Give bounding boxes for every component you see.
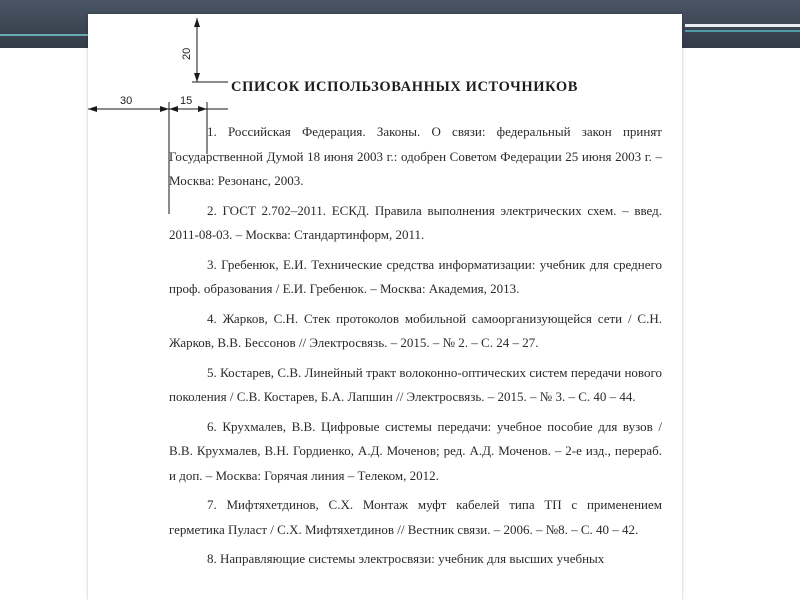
- header-accent-line: [685, 24, 800, 27]
- reference-item: 1. Российская Федерация. Законы. О связи: федеральный закон принят Государственной Думой 18 июня 2003 г.: одобрен Советом Федерации 25 июня 2003 г. – Москва: Резонанс, 2003.: [169, 124, 662, 188]
- header-accent-line-teal: [685, 30, 800, 32]
- document-title: СПИСОК ИСПОЛЬЗОВАННЫХ ИСТОЧНИКОВ: [231, 79, 579, 95]
- reference-item: 6. Крухмалев, В.В. Цифровые системы передачи: учебное пособие для вузов / В.В. Крухмалев, В.Н. Гордиенко, А.Д. Моченов; ред. А.Д. Моченов. – 2-е изд., перераб. и доп. – Москва: Горячая линия – Телеком, 2012.: [169, 418, 662, 483]
- reference-item: 2. ГОСТ 2.702–2011. ЕСКД. Правила выполнения электрических схем. – введ. 2011-08-03. – Москва: Стандартинформ, 2011.: [169, 202, 662, 242]
- document-page: [88, 14, 682, 600]
- reference-item: 8. Направляющие системы электросвязи: учебник для высших учебных: [207, 551, 605, 566]
- reference-item: 5. Костарев, С.В. Линейный тракт волоконно-оптических систем передачи нового поколения / С.В. Костарев, Б.А. Лапшин // Электросвязь. – 2015. – № 3. – С. 40 – 44.: [169, 364, 662, 404]
- reference-item: 7. Мифтяхетдинов, С.Х. Монтаж муфт кабелей типа ТП с применением герметика Пуласт / С.Х. Мифтяхетдинов // Вестник связи. – 2006. – №8. – С. 40 – 42.: [169, 497, 662, 537]
- dimension-label-top: 20: [181, 47, 193, 60]
- dimension-label-indent: 15: [180, 95, 193, 107]
- dimension-label-left: 30: [120, 95, 133, 107]
- reference-list: [169, 120, 662, 577]
- reference-item: 3. Гребенюк, Е.И. Технические средства информатизации: учебник для среднего проф. образования / Е.И. Гребенюк. – Москва: Академия, 2013.: [169, 256, 662, 296]
- reference-item: 4. Жарков, С.Н. Стек протоколов мобильной самоорганизующейся сети / С.Н. Жарков, В.В. Бессонов // Электросвязь. – 2015. – № 2. – С. 24 – 27.: [169, 310, 662, 350]
- header-accent-line-left: [0, 34, 90, 36]
